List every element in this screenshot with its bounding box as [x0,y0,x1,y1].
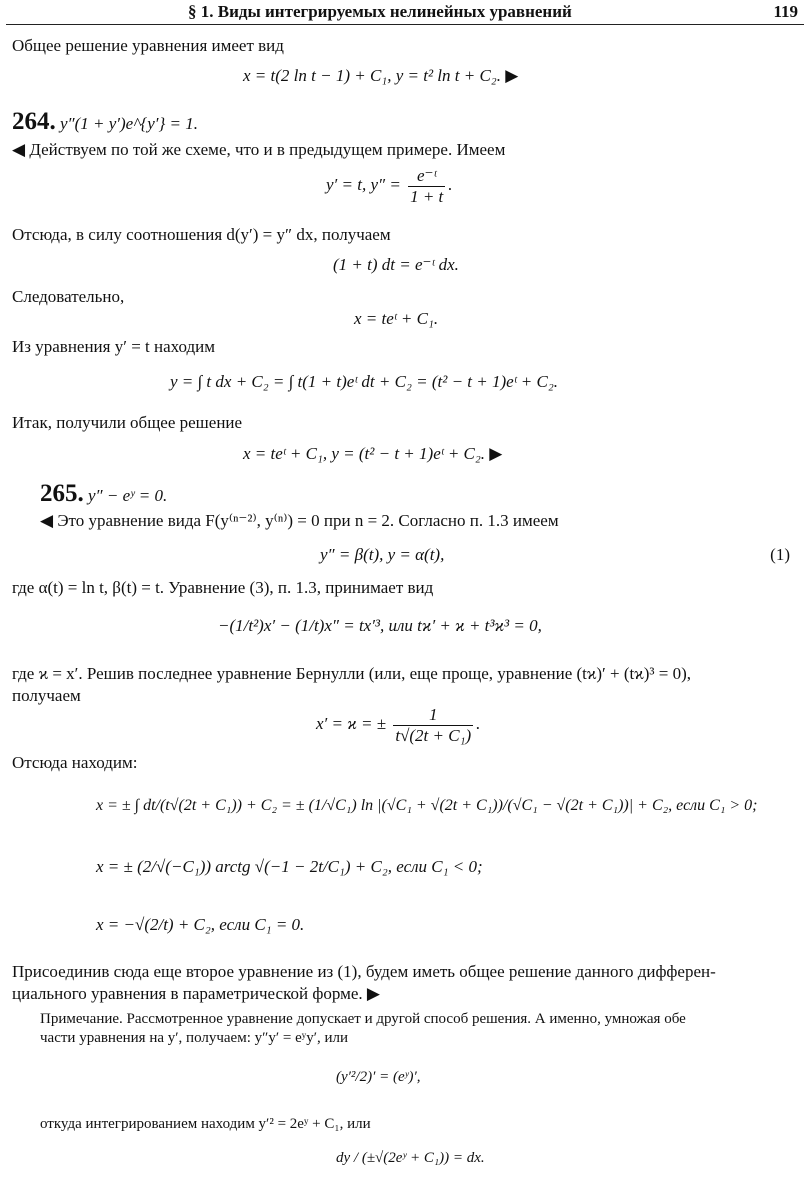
problem-265-eq-5: x = ± (2/√(−C₁)) arctg √(−1 − 2t/C₁) + C₂, если C₁ < 0; [96,857,483,876]
problem-265-eq-1: y″ = β(t), y = α(t), [320,545,445,564]
note-eq-1: (y′²/2)′ = (eʸ)′, [336,1069,421,1085]
note-eq-2: dy / (±√(2eʸ + C₁)) = dx. [336,1150,485,1166]
problem-265-text-1: ◀ Это уравнение вида F(y⁽ⁿ⁻²⁾, y⁽ⁿ⁾) = 0 при n = 2. Согласно п. 1.3 имеем [40,511,559,530]
problem-265-text-3b: получаем [12,686,81,705]
problem-265-text-2: где α(t) = ln t, β(t) = t. Уравнение (3), п. 1.3, принимает вид [12,578,434,597]
problem-264-text-4: Из уравнения y′ = t находим [12,337,216,356]
problem-265-eq-3-den: t√(2t + C₁) [395,725,472,745]
problem-265-eq-3-left: x′ = ϰ = ± [316,713,387,733]
equation-label-1: (1) [770,545,790,564]
section-title: § 1. Виды интегрируемых нелинейных уравнений [188,2,572,21]
problem-265-text-5b: циального уравнения в параметрической форме. ▶ [12,984,380,1003]
problem-265-eq-3-fraction [393,705,473,745]
problem-264-param-den: 1 + t [410,186,444,206]
problem-264-eq-3: x = teᵗ + C₁. [354,309,439,328]
problem-264-param-num: e⁻ᵗ [416,166,437,185]
problem-265-text-3: где ϰ = x′. Решив последнее уравнение Бернулли (или, еще проще, уравнение (tϰ)′ + (tϰ)³ = 0), [12,664,692,683]
problem-264-equation: y″(1 + y′)e^{y′} = 1. [60,114,198,133]
problem-265-text-5: Присоединив сюда еще второе уравнение из (1), будем иметь общее решение данного дифферен- [12,962,716,981]
problem-265-eq-4: x = ± ∫ dt/(t√(2t + C₁)) + C₂ = ± (1/√C₁) ln |(√C₁ + √(2t + C₁))/(√C₁ − √(2t + C₁))| + C₂, если C₁ > 0; [96,797,758,814]
problem-265-eq-3: x′ = ϰ = ± $\frac{1}{\text{t√(2t + C₁)}}$ . [316,705,481,745]
problem-264-text-2: Отсюда, в силу соотношения d(y′) = y″ dx, получаем [12,225,391,244]
problem-264-eq-4: y = ∫ t dx + C₂ = ∫ t(1 + t)eᵗ dt + C₂ = (t² − t + 1)eᵗ + C₂. [170,372,559,391]
problem-264-param-eq: y′ = t, y″ = $\frac{\text{e⁻ᵗ}}{1 + t}$ . [326,166,453,206]
problem-264-text-1: ◀ Действуем по той же схеме, что и в предыдущем примере. Имеем [12,140,506,159]
header-rule [6,24,804,25]
note-line-1: Примечание. Рассмотренное уравнение допускает и другой способ решения. А именно, умножая обе [40,1011,686,1027]
problem-264-text-5: Итак, получили общее решение [12,413,243,432]
problem-264-eq-2: (1 + t) dt = e⁻ᵗ dx. [333,255,459,274]
general-solution-263: x = t(2 ln t − 1) + C₁, y = t² ln t + C₂. ▶ [243,66,519,85]
problem-264-text-3: Следовательно, [12,287,125,306]
problem-265-text-4: Отсюда находим: [12,753,138,772]
problem-265-equation: y″ − eʸ = 0. [88,486,168,505]
running-header [0,2,810,24]
general-intro: Общее решение уравнения имеет вид [12,36,284,55]
problem-264-number: 264. [12,108,56,135]
page-number: 119 [773,2,798,21]
problem-265-eq-6: x = −√(2/t) + C₂, если C₁ = 0. [96,915,305,934]
problem-264-param-fraction [408,166,445,206]
problem-265-eq-3-num: 1 [429,705,438,724]
note-line-3: откуда интегрированием находим y′² = 2eʸ + C₁, или [40,1116,371,1132]
problem-264-param-left: y′ = t, y″ = [326,174,401,194]
problem-265-eq-2: −(1/t²)x′ − (1/t)x″ = tx′³, или tϰ′ + ϰ + t³ϰ³ = 0, [218,616,542,635]
note-line-2: части уравнения на y′, получаем: y″y′ = eʸy′, или [40,1030,349,1046]
problem-264-heading [12,108,198,136]
problem-265-number: 265. [40,480,84,507]
problem-264-eq-5: x = teᵗ + C₁, y = (t² − t + 1)eᵗ + C₂. ▶ [243,444,503,463]
problem-265-heading [40,480,167,508]
